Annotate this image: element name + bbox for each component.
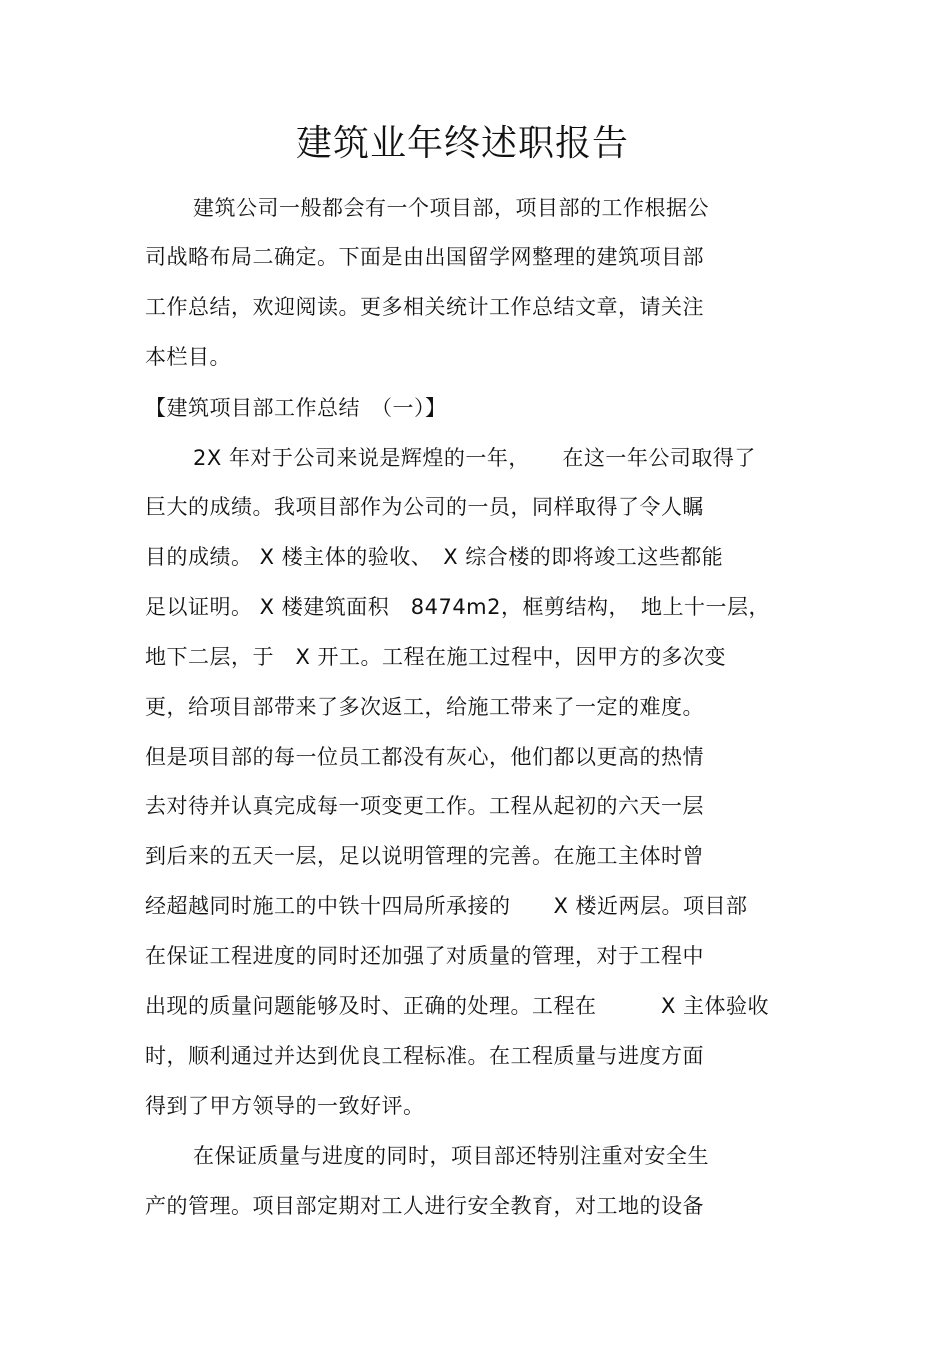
text-line: 在保证质量与进度的同时，项目部还特别注重对安全生 (193, 1144, 709, 1168)
section-heading: 【建筑项目部工作总结 （一）】 (145, 396, 447, 420)
text-line: 工作总结，欢迎阅读。更多相关统计工作总结文章，请关注 (145, 295, 704, 319)
text-line: 2X 年对于公司来说是辉煌的一年， 在这一年公司取得了 (193, 446, 756, 470)
text-line: 巨大的成绩。我项目部作为公司的一员，同样取得了令人瞩 (145, 495, 704, 519)
text-line: 足以证明。 X 楼建筑面积 8474m2，框剪结构， 地上十一层， (145, 595, 770, 619)
text-line: 但是项目部的每一位员工都没有灰心，他们都以更高的热情 (145, 745, 704, 769)
text-line: 目的成绩。 X 楼主体的验收、 X 综合楼的即将竣工这些都能 (145, 545, 724, 569)
text-line: 地下二层，于 X 开工。工程在施工过程中，因甲方的多次变 (145, 645, 727, 669)
text-line: 出现的质量问题能够及时、正确的处理。工程在 X 主体验收 (145, 994, 770, 1018)
text-line: 到后来的五天一层，足以说明管理的完善。在施工主体时曾 (145, 844, 704, 868)
text-line: 在保证工程进度的同时还加强了对质量的管理，对于工程中 (145, 944, 704, 968)
text-line: 本栏目。 (145, 345, 231, 369)
text-line: 更，给项目部带来了多次返工，给施工带来了一定的难度。 (145, 695, 704, 719)
text-line: 得到了甲方领导的一致好评。 (145, 1094, 425, 1118)
text-line: 经超越同时施工的中铁十四局所承接的 X 楼近两层。项目部 (145, 894, 748, 918)
text-line: 司战略布局二确定。下面是由出国留学网整理的建筑项目部 (145, 245, 704, 269)
text-line: 去对待并认真完成每一项变更工作。工程从起初的六天一层 (145, 794, 704, 818)
text-line: 产的管理。项目部定期对工人进行安全教育，对工地的设备 (145, 1194, 704, 1218)
document-title: 建筑业年终述职报告 (295, 123, 629, 164)
text-line: 建筑公司一般都会有一个项目部，项目部的工作根据公 (193, 196, 709, 220)
text-line: 时，顺利通过并达到优良工程标准。在工程质量与进度方面 (145, 1044, 704, 1068)
